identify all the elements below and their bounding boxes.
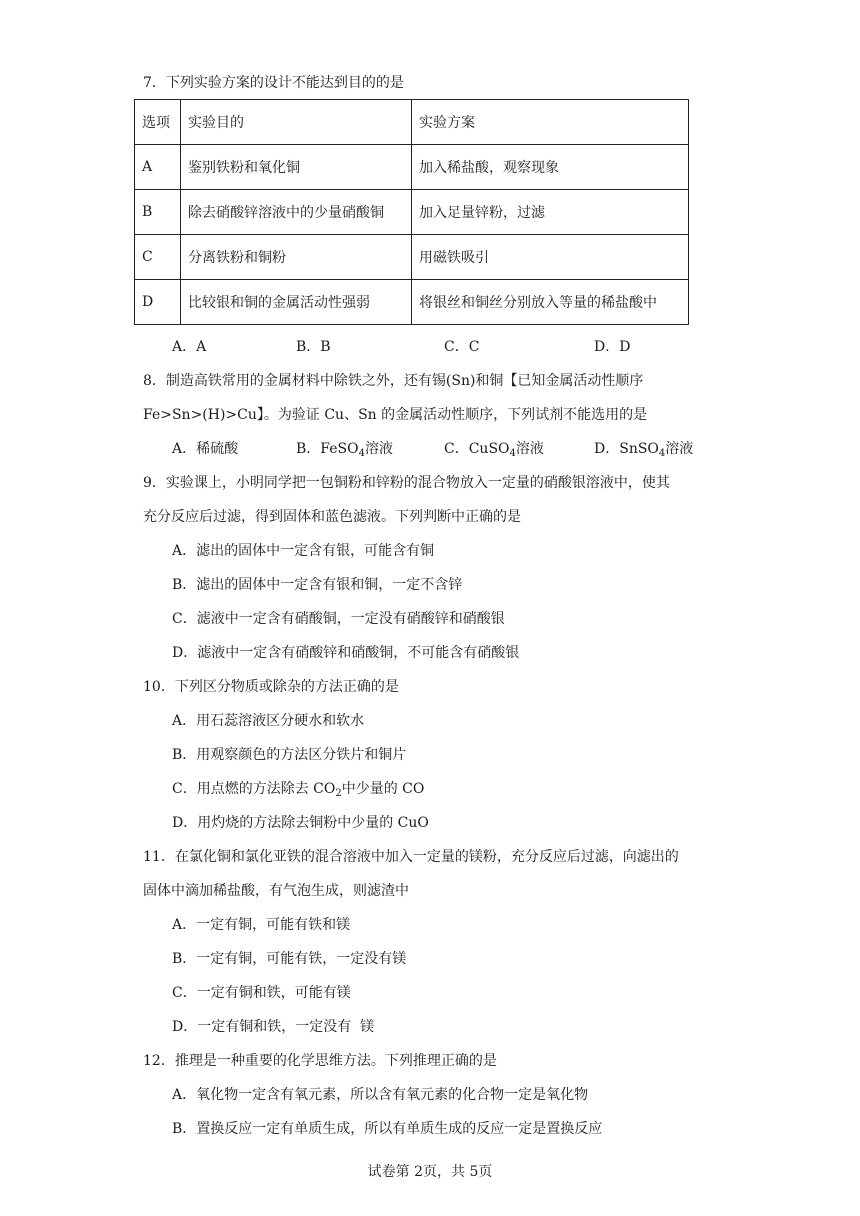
table-header-cell: 实验方案 xyxy=(412,100,689,145)
q8-option-c: C．CuSO$_4$溶液 xyxy=(444,441,544,459)
table-cell: 将银丝和铜丝分别放入等量的稀盐酸中 xyxy=(412,280,689,325)
q12-option-a: A．氧化物一定含有氧元素，所以含有氧元素的化合物一定是氧化物 xyxy=(172,1087,589,1103)
table-header-cell: 选项 xyxy=(135,100,181,145)
q11-option-b: B．一定有铜，可能有铁，一定没有镁 xyxy=(172,951,407,967)
page-footer: 试卷第 2页，共 5页 xyxy=(367,1164,493,1180)
table-cell: 加入足量锌粉，过滤 xyxy=(412,190,689,235)
table-cell: 分离铁粉和铜粉 xyxy=(181,235,412,280)
q8-option-d: D．SnSO$_4$溶液 xyxy=(594,441,694,459)
table-row xyxy=(135,235,689,280)
table-cell: 用磁铁吸引 xyxy=(412,235,689,280)
q8-stem-line2: Fe>Sn>(H)>Cu】。为验证 Cu、Sn 的金属活动性顺序，下列试剂不能选用的是 xyxy=(143,407,648,423)
q9-option-a: A．滤出的固体中一定含有银，可能含有铜 xyxy=(172,543,435,559)
q7-stem: 7．下列实验方案的设计不能达到目的的是 xyxy=(143,75,404,91)
q10-stem: 10．下列区分物质或除杂的方法正确的是 xyxy=(143,679,399,695)
table-cell: A xyxy=(135,145,181,190)
q9-option-c: C．滤液中一定含有硝酸铜，一定没有硝酸锌和硝酸银 xyxy=(172,611,505,627)
table-cell: B xyxy=(135,190,181,235)
table-cell: C xyxy=(135,235,181,280)
table-row xyxy=(135,190,689,235)
q11-option-a: A．一定有铜，可能有铁和镁 xyxy=(172,917,351,933)
q8-option-a: A．稀硫酸 xyxy=(172,441,239,457)
table-cell: 鉴别铁粉和氧化铜 xyxy=(181,145,412,190)
table-header-cell: 实验目的 xyxy=(181,100,412,145)
q10-option-d: D．用灼烧的方法除去铜粉中少量的 CuO xyxy=(172,815,429,831)
q9-stem-line1: 9．实验课上，小明同学把一包铜粉和锌粉的混合物放入一定量的硝酸银溶液中，使其 xyxy=(143,475,670,491)
q9-option-b: B．滤出的固体中一定含有银和铜，一定不含锌 xyxy=(172,577,463,593)
q11-stem-line2: 固体中滴加稀盐酸，有气泡生成，则滤渣中 xyxy=(143,883,409,899)
q12-stem: 12．推理是一种重要的化学思维方法。下列推理正确的是 xyxy=(143,1053,497,1069)
q11-option-c: C．一定有铜和铁，可能有镁 xyxy=(172,985,351,1001)
q11-stem-line1: 11．在氯化铜和氯化亚铁的混合溶液中加入一定量的镁粉，充分反应后过滤，向滤出的 xyxy=(143,849,679,865)
q7-option-c: C．C xyxy=(444,339,480,355)
table-cell: 加入稀盐酸，观察现象 xyxy=(412,145,689,190)
table-row xyxy=(135,145,689,190)
q12-option-b: B．置换反应一定有单质生成，所以有单质生成的反应一定是置换反应 xyxy=(172,1121,603,1137)
experiment-table xyxy=(134,99,689,325)
table-header-row xyxy=(135,100,689,145)
q10-option-a: A．用石蕊溶液区分硬水和软水 xyxy=(172,713,365,729)
table-cell: D xyxy=(135,280,181,325)
q10-option-b: B．用观察颜色的方法区分铁片和铜片 xyxy=(172,747,407,763)
q9-option-d: D．滤液中一定含有硝酸锌和硝酸铜，不可能含有硝酸银 xyxy=(172,645,520,661)
q10-option-c: C．用点燃的方法除去 $CO_2$中少量的 CO xyxy=(172,781,425,799)
q8-option-b: B．FeSO$_4$溶液 xyxy=(296,441,393,459)
q7-option-a: A．A xyxy=(172,339,207,355)
table-cell: 比较银和铜的金属活动性强弱 xyxy=(181,280,412,325)
q7-option-d: D．D xyxy=(594,339,631,355)
q8-stem-line1: 8．制造高铁常用的金属材料中除铁之外，还有锡(Sn)和铜【已知金属活动性顺序 xyxy=(143,373,644,389)
q9-stem-line2: 充分反应后过滤，得到固体和蓝色滤液。下列判断中正确的是 xyxy=(143,509,521,525)
table-row xyxy=(135,280,689,325)
q7-option-b: B．B xyxy=(296,339,331,355)
q11-option-d: D．一定有铜和铁，一定没有 镁 xyxy=(172,1019,375,1035)
table-cell: 除去硝酸锌溶液中的少量硝酸铜 xyxy=(181,190,412,235)
